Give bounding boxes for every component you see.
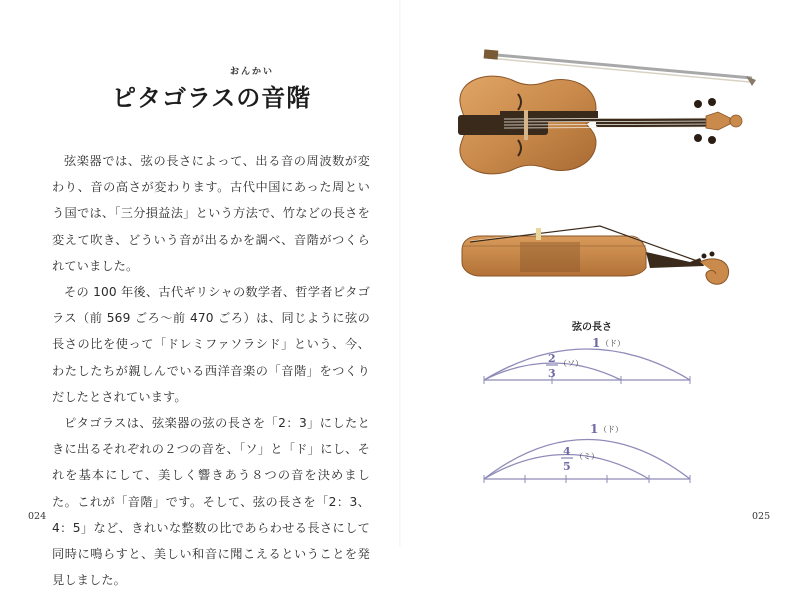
fraction-den-5: 5 <box>563 460 571 473</box>
page-number-right: 025 <box>752 511 771 522</box>
paragraph-2: その 100 年後、古代ギリシャの数学者、哲学者ピタゴラス（前 569 ごろ～前 470 ごろ）は、同じように弦の長さの比を使って「ドレミファソラシド」という、今、わたしたちが親しんでいる西洋音楽の「音階」をつくりだしたとされています。 <box>52 285 370 404</box>
paragraph-3: ピタゴラスは、弦楽器の弦の長さを「2：3」にしたときに出るそれぞれの２つの音を、「ソ」と「ド」にし、それを基本にして、美しく響きあう８つの音を決めました。これが「音階」です。そして、弦の長さを「2：3、4：5」など、きれいな整数の比であらわせる長さにして同時に鳴らすと、美しい和音に聞こえるということを発見しました。 <box>52 416 370 588</box>
note-do-1: （ド） <box>601 339 625 348</box>
note-do-2: （ド） <box>599 425 623 434</box>
title-kanji: 音階 <box>261 84 312 112</box>
ratio-diagram-2-3 <box>484 336 690 384</box>
fraction-whole-1: 1 <box>592 336 601 350</box>
page-title <box>112 67 312 113</box>
note-so: （ソ） <box>559 359 583 368</box>
paragraph-1: 弦楽器では、弦の長さによって、出る音の周波数が変わり、音の高さが変わります。古代中国にあった周という国では、「三分損益法」という方法で、竹などの長さを変えて吹き、どういう音が出るかを調べ、音階がつくられていました。 <box>52 154 370 273</box>
note-mi: （ミ） <box>575 452 599 461</box>
body-text <box>52 148 370 593</box>
violin-top-illustration <box>458 76 742 174</box>
violin-bow <box>484 49 756 86</box>
ratio-diagram-4-5 <box>484 422 690 483</box>
illustration-svg <box>400 0 800 547</box>
title-ruby: おんかい <box>230 67 275 77</box>
fraction-num-2: 2 <box>548 352 556 365</box>
violin-side-illustration <box>462 225 729 284</box>
fraction-num-4: 4 <box>563 445 571 458</box>
string-length-title: 弦の長さ <box>572 322 612 333</box>
fraction-den-3: 3 <box>548 367 556 380</box>
title-main: ピタゴラスの <box>112 84 262 112</box>
fraction-whole-2: 1 <box>590 422 599 436</box>
right-page <box>400 0 800 547</box>
page-number-left: 024 <box>28 511 47 522</box>
